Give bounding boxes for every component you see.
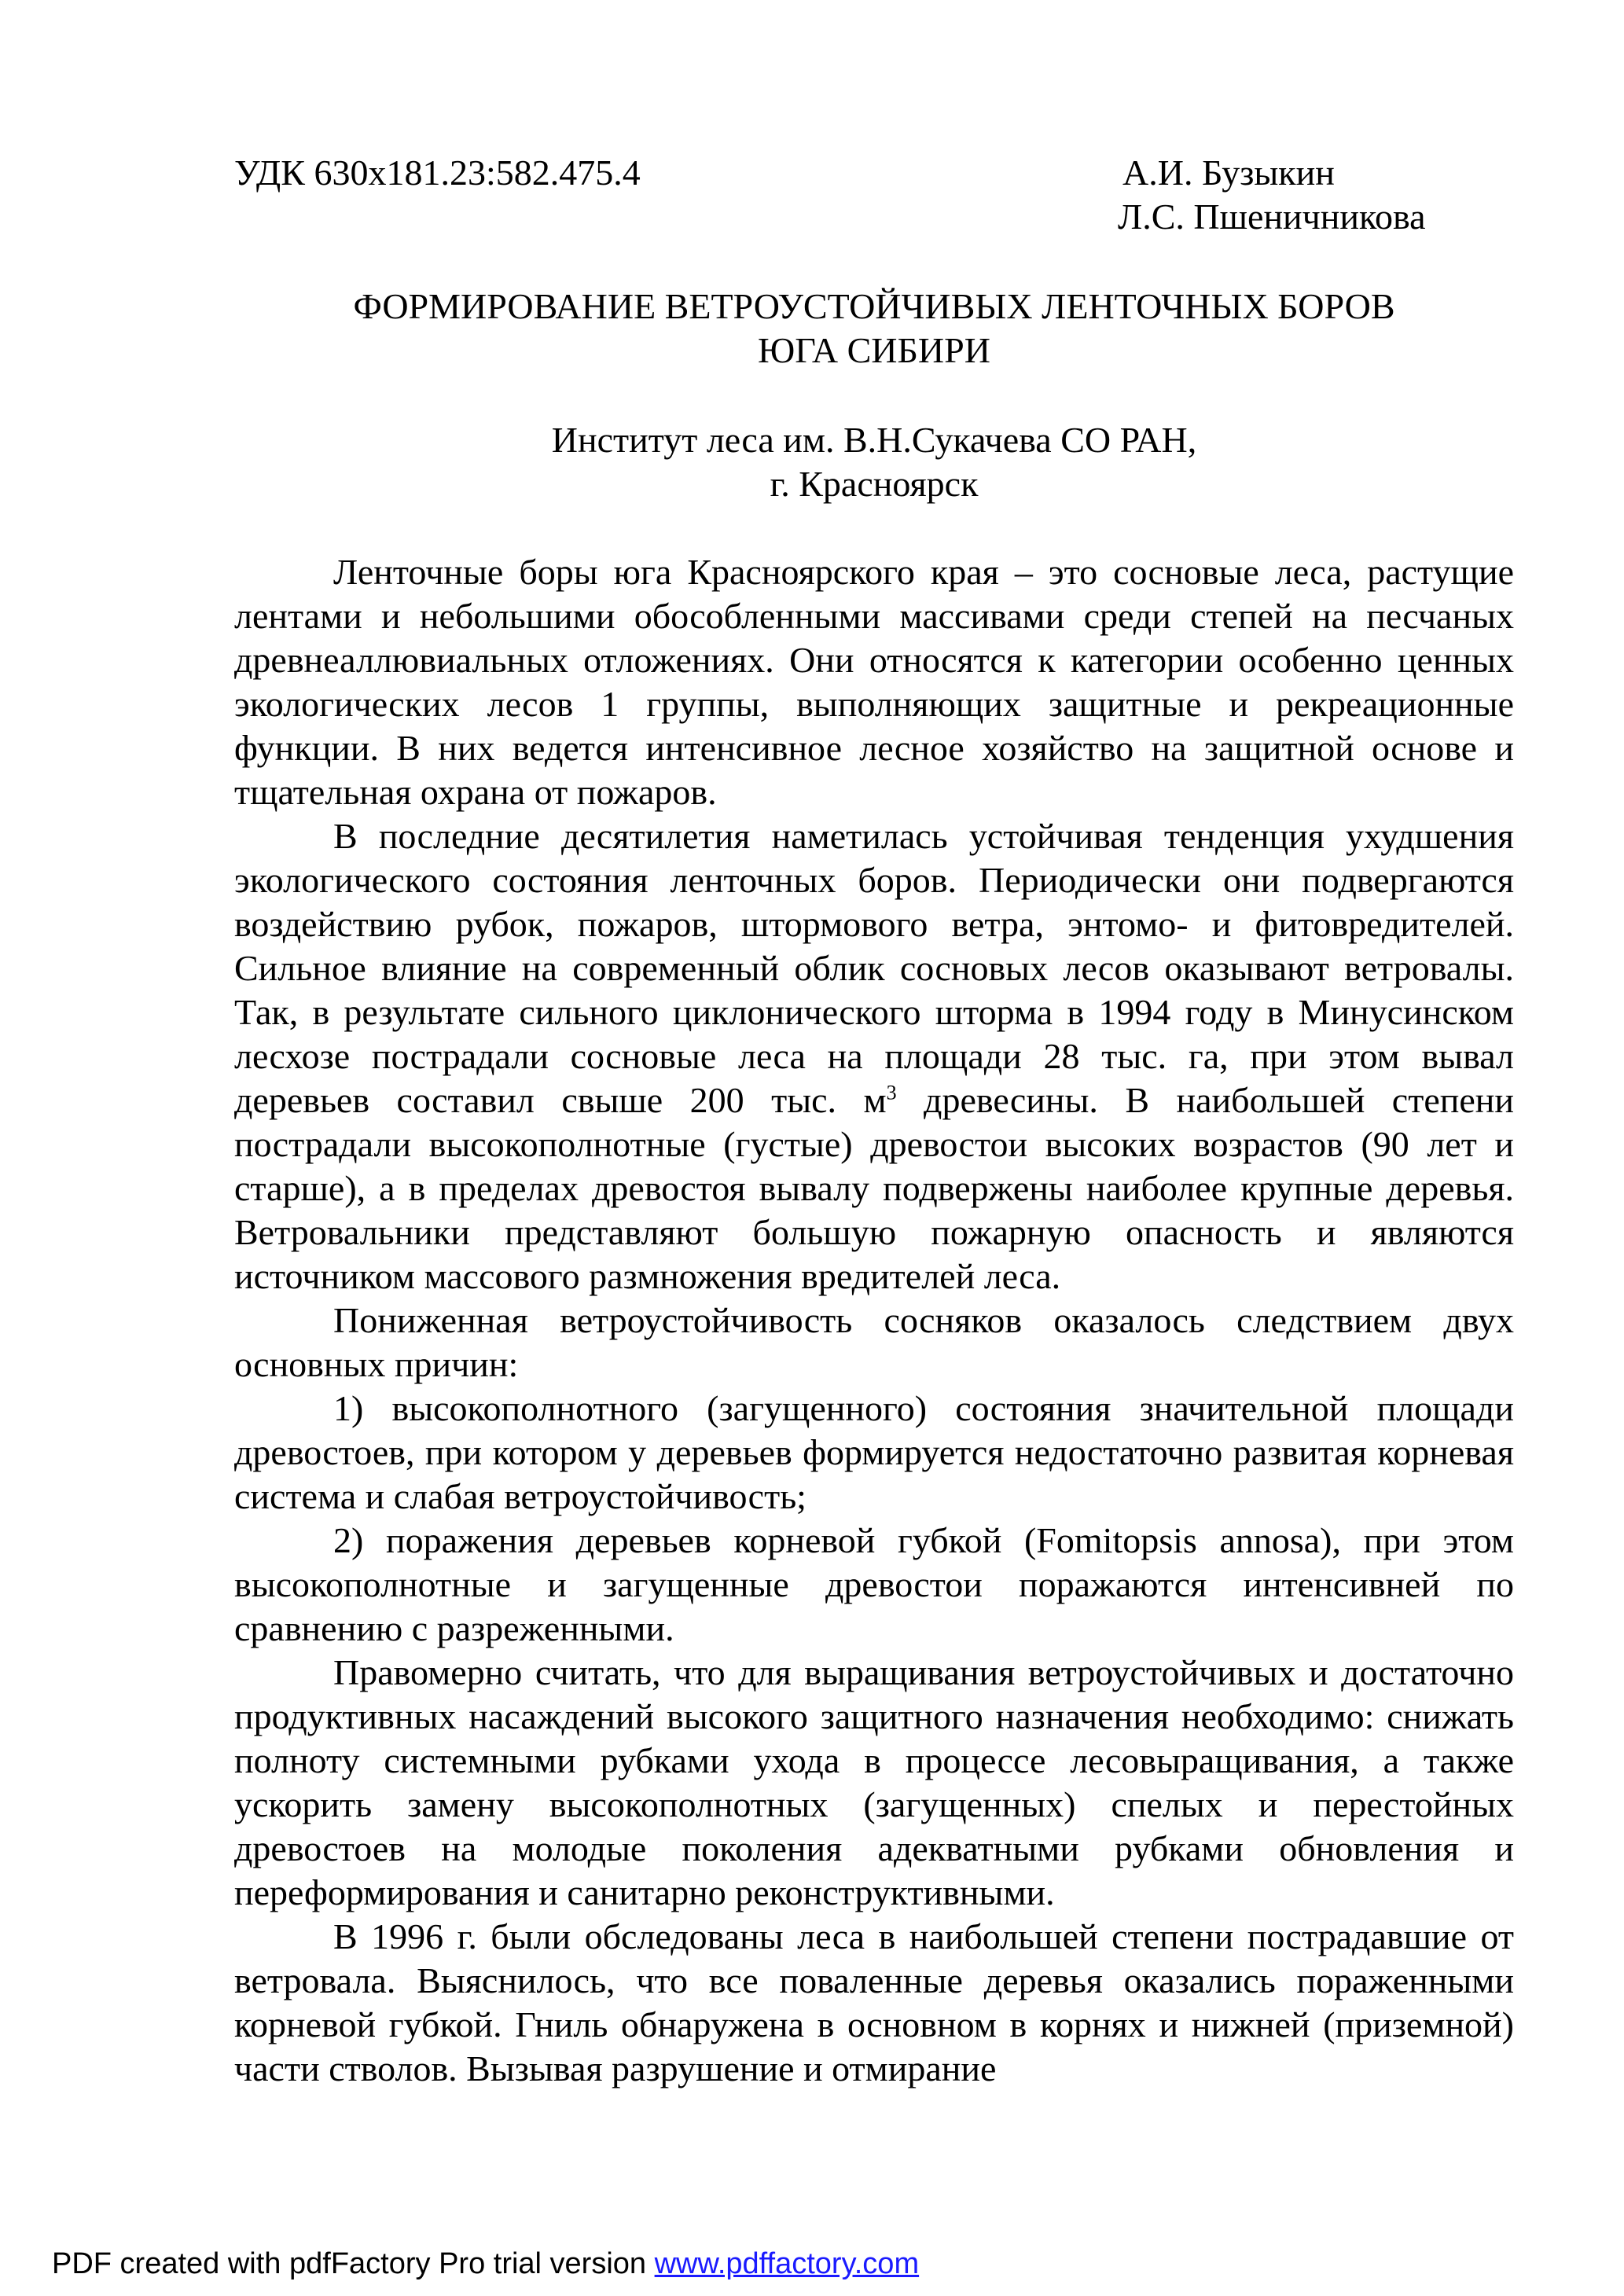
title-line: ЮГА СИБИРИ	[758, 330, 990, 370]
paragraph-text: древесины. В наибольшей степени пострадали высокополнотные (густые) древостои высоких возрастов (90 лет и старше), а в пределах древостоя вывалу подвержены наиболее крупные деревья. Ветровальники представляют большую пожарную опасность и являются источником массового размножения вредителей леса.	[234, 1080, 1515, 1296]
paragraph: 1) высокополнотного (загущенного) состояния значительной площади древостоев, при котором у деревьев формируется недостаточно развитая корневая система и слабая ветроустойчивость;	[234, 1388, 1514, 1516]
footer-link[interactable]: www.pdffactory.com	[654, 2247, 920, 2280]
authors-block	[1118, 151, 1426, 239]
paragraph: Пониженная ветроустойчивость сосняков оказалось следствием двух основных причин:	[234, 1300, 1514, 1384]
pdf-footer	[52, 2245, 919, 2283]
udk-code: УДК 630х181.23:582.475.4	[234, 152, 641, 193]
paragraph-text: В последние десятилетия наметилась устойчивая тенденция ухудшения экологического состояния ленточных боров. Периодически они подвергаются воздействию рубок, пожаров, штормового ветра, энтомо- и фитовредителей. Сильное влияние на современный облик сосновых лесов оказывают ветровалы. Так, в результате сильного циклонического шторма в 1994 году в Минусинском лесхозе пострадали сосновые леса на площади 28 тыс. га, при этом вывал деревьев составил свыше 200 тыс. м	[234, 816, 1514, 1120]
title-line: ФОРМИРОВАНИЕ ВЕТРОУСТОЙЧИВЫХ ЛЕНТОЧНЫХ БОРОВ	[353, 286, 1395, 326]
paragraph: В 1996 г. были обследованы леса в наибольшей степени пострадавшие от ветровала. Выяснилось, что все поваленные деревья оказались пораженными корневой губкой. Гниль обнаружена в основном в корнях и нижней (приземной) части стволов. Вызывая разрушение и отмирание	[234, 1916, 1514, 2088]
superscript: 3	[886, 1081, 897, 1104]
paragraph: Ленточные боры юга Красноярского края – это сосновые леса, растущие лентами и небольшими обособленными массивами среди степей на песчаных древнеаллювиальных отложениях. Они относятся к категории особенно ценных экологических лесов 1 группы, выполняющих защитные и рекреационные функции. В них ведется интенсивное лесное хозяйство на защитной основе и тщательная охрана от пожаров.	[234, 552, 1514, 812]
article-body	[234, 550, 1514, 2091]
footer-text: PDF created with pdfFactory Pro trial version	[52, 2247, 655, 2280]
affiliation-line: г. Красноярск	[770, 464, 979, 504]
author-name: А.И. Бузыкин	[1122, 152, 1335, 193]
article-title	[234, 285, 1514, 373]
affiliation-line: Институт леса им. В.Н.Сукачева СО РАН,	[551, 420, 1197, 460]
author-name: Л.С. Пшеничникова	[1118, 197, 1426, 237]
paragraph: 2) поражения деревьев корневой губкой (Fomitopsis annosa), при этом высокополнотные и загущенные древостои поражаются интенсивней по сравнению с разреженными.	[234, 1520, 1514, 1648]
affiliation	[234, 418, 1514, 506]
paragraph	[234, 814, 1514, 1299]
paragraph: Правомерно считать, что для выращивания ветроустойчивых и достаточно продуктивных насаждений высокого защитного назначения необходимо: снижать полноту системными рубками ухода в процессе лесовыращивания, а также ускорить замену высокополнотных (загущенных) спелых и перестойных древостоев на молодые поколения адекватными рубками обновления и переформирования и санитарно реконструктивными.	[234, 1652, 1514, 1912]
